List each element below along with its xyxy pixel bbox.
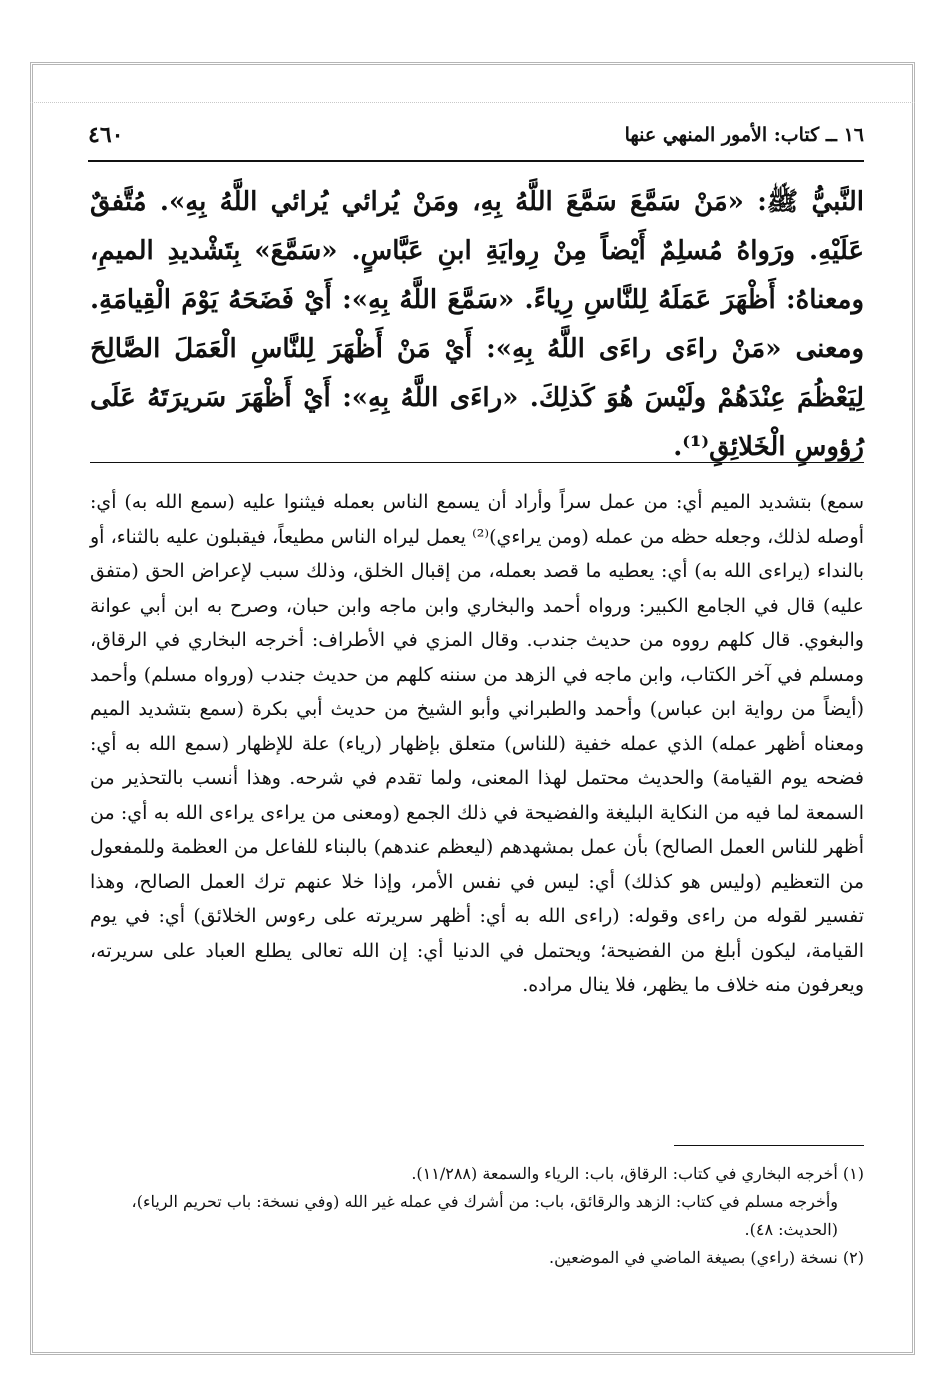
running-header [88, 122, 864, 162]
section-separator [90, 462, 864, 463]
chapter-title: ١٦ ــ كتاب: الأمور المنهي عنها [624, 124, 864, 146]
header-rule [88, 160, 864, 162]
footnote-rule [674, 1145, 864, 1146]
commentary-text: سمع) بتشديد الميم أي: من عمل سراً وأراد أن يسمع الناس بعمله فيثنوا عليه (سمع الله به) أي: أوصله لذلك، وجعله حظه من عمله (ومن يراءي)⁽²⁾ يعمل ليراه الناس مطيعاً، فيقبلون عليه بالثناء، أو بالنداء (يراءى الله به) أي: يعطيه ما قصد بعمله، من إقبال الخلق، وذلك سبب لإعراض الحق (متفق عليه) قال في الجامع الكبير: ورواه أحمد والبخاري وابن ماجه وابن حبان، وصرح به ابن أبي عوانة والبغوي. قال كلهم رووه من حديث جندب. وقال المزي في الأطراف: أخرجه البخاري في الرقاق، ومسلم في آخر الكتاب، وابن ماجه في الزهد من سننه كلهم من حديث جندب (ورواه مسلم) وأحمد (أيضاً من رواية ابن عباس) وأحمد والطبراني وأبو الشيخ من حديث أبي بكرة (سمع بتشديد الميم ومعناه أظهر عمله) الذي عمله خفية (للناس) متعلق بإظهار (رياء) علة للإظهار (سمع الله به أي: فضحه يوم القيامة) والحديث محتمل لهذا المعنى، ولما تقدم في شرحه. وهذا أنسب بالتحذير من السمعة لما فيه من النكاية البليغة والفضيحة في ذلك الجمع (ومعنى من يراءى يراءى الله به أي: من أظهر للناس العمل الصالح) بأن عمل بمشهدهم (ليعظم عندهم) بالبناء للفاعل من العظمة وللمفعول من التعظيم (وليس هو كذلك) أي: ليس في نفس الأمر، وإذا خلا عنهم ترك العمل الصالح، وهذا تفسير لقوله من راءى وقوله: (راءى الله به أي: أظهر سريرته على رءوس الخلائق) أي: في يوم القيامة، ليكون أبلغ من الفضيحة؛ ويحتمل في الدنيا أي: إن الله تعالى يطلع العباد على سريرته، ويعرفون منه خلاف ما يظهر، فلا ينال مراده. [90, 491, 864, 996]
footnote-1: (١) أخرجه البخاري في كتاب: الرقاق، باب: الرياء والسمعة (١١/٢٨٨). [411, 1164, 864, 1183]
footnote-2: (٢) نسخة (راءي) بصيغة الماضي في الموضعين. [549, 1248, 864, 1267]
page-number: ٤٦٠ [88, 122, 124, 148]
footnotes [90, 1160, 864, 1272]
hadith-main-text: النَّبيُّ ﷺ: «مَنْ سَمَّعَ سَمَّعَ اللَّهُ بِهِ، ومَنْ يُرائي يُرائي اللَّهُ بِهِ». مُتَّفقٌ عَلَيْهِ. ورَواهُ مُسلِمٌ أَيْضاً مِنْ رِوايَةِ ابنِ عَبَّاسٍ. «سَمَّعَ» بِتَشْديدِ الميمِ، ومعناهُ: أَظْهَرَ عَمَلَهُ لِلنَّاسِ رِياءً. «سَمَّعَ اللَّهُ بِهِ»: أَيْ فَضَحَهُ يَوْمَ الْقِيامَةِ. ومعنى «مَنْ راءَى راءَى اللَّهُ بِهِ»: أَيْ مَنْ أَظْهَرَ لِلنَّاسِ الْعَمَلَ الصَّالِحَ لِيَعْظُمَ عِنْدَهُمْ ولَيْسَ هُوَ كَذلِكَ. «راءَى اللَّهُ بِهِ»: أَيْ أَظْهَرَ سَريرَتَهُ عَلَى رُؤوسِ الْخَلائِقِ⁽¹⁾. [90, 187, 864, 462]
decorative-top-band [30, 62, 915, 103]
footnote-1-continued: وأخرجه مسلم في كتاب: الزهد والرقائق، باب: من أشرك في عمله غير الله (وفي نسخة: باب تحريم الرياء)، (الحديث: ٤٨). [131, 1192, 838, 1239]
